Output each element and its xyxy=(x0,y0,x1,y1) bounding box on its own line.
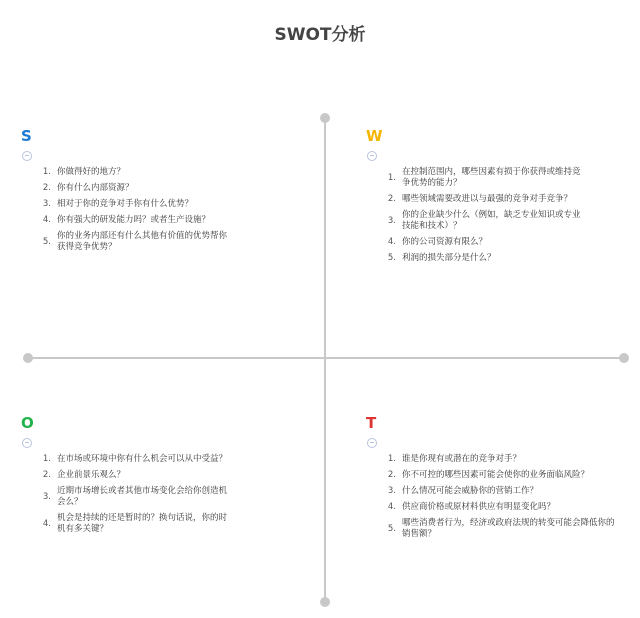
collapse-icon[interactable] xyxy=(22,438,32,448)
list-item: 5. 利润的损失部分是什么？ xyxy=(387,253,496,263)
page-title: SWOT分析 xyxy=(274,25,366,45)
horizontal-axis xyxy=(28,357,624,359)
collapse-icon[interactable] xyxy=(22,151,32,161)
list-item: 5. 哪些消费者行为，经济或政府法规的转变可能会降低你的销售额？ xyxy=(387,518,615,539)
collapse-icon[interactable] xyxy=(367,151,377,161)
list-item: 4. 你有强大的研发能力吗？或者生产设施？ xyxy=(42,215,211,225)
list-item: 4. 机会是持续的还是暂时的？换句话说，你的时机有多关键？ xyxy=(42,513,228,534)
list-item: 4. 你的公司资源有限么？ xyxy=(387,237,488,247)
quadrant-strengths xyxy=(21,127,231,258)
strengths-letter: S xyxy=(21,127,32,145)
threats-list xyxy=(366,454,616,540)
list-item: 3. 什么情况可能会威胁你的营销工作？ xyxy=(387,486,539,496)
list-item: 2. 哪些领域需要改进以与最强的竞争对手竞争？ xyxy=(387,194,573,204)
list-item: 3. 近期市场增长或者其他市场变化会给你创造机会么？ xyxy=(42,486,228,507)
list-item: 2. 企业前景乐观么？ xyxy=(42,470,126,480)
weaknesses-letter: W xyxy=(366,127,383,145)
list-item: 2. 你有什么内部资源？ xyxy=(42,183,134,193)
opportunities-letter: O xyxy=(21,414,34,432)
list-item: 5. 你的业务内部还有什么其他有价值的优势帮你获得竞争优势？ xyxy=(42,231,228,252)
list-item: 3. 你的企业缺少什么（例如，缺乏专业知识或专业技能和技术）？ xyxy=(387,210,581,231)
list-item: 1. 在市场或环境中你有什么机会可以从中受益？ xyxy=(42,454,228,464)
list-item: 4. 供应商价格或原材料供应有明显变化吗？ xyxy=(387,502,556,512)
threats-letter: T xyxy=(366,414,377,432)
axis-right-dot xyxy=(619,353,629,363)
list-item: 1. 在控制范围内，哪些因素有损于你获得或维持竞争优势的能力？ xyxy=(387,167,581,188)
quadrant-threats xyxy=(366,414,616,545)
opportunities-list xyxy=(21,454,231,535)
collapse-icon[interactable] xyxy=(367,438,377,448)
strengths-list xyxy=(21,167,231,253)
weaknesses-list xyxy=(366,167,586,264)
axis-top-dot xyxy=(320,113,330,123)
quadrant-opportunities xyxy=(21,414,231,540)
list-item: 2. 你不可控的哪些因素可能会使你的业务面临风险？ xyxy=(387,470,590,480)
axis-bottom-dot xyxy=(320,597,330,607)
list-item: 1. 你做得好的地方？ xyxy=(42,167,126,177)
quadrant-weaknesses xyxy=(366,127,586,269)
vertical-axis xyxy=(324,118,326,602)
list-item: 3. 相对于你的竞争对手你有什么优势？ xyxy=(42,199,194,209)
axis-left-dot xyxy=(23,353,33,363)
list-item: 1. 谁是你现有或潜在的竞争对手？ xyxy=(387,454,522,464)
